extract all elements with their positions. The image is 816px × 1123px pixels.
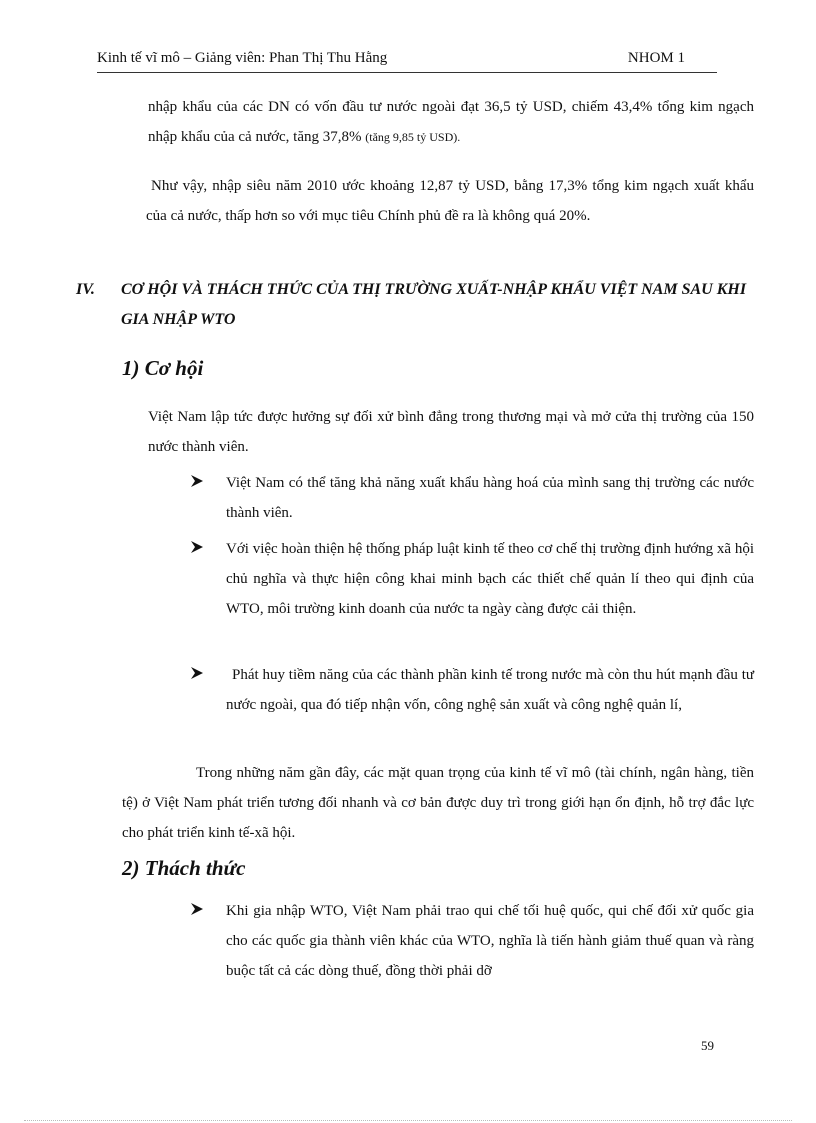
paragraph-import-note: (tăng 9,85 tỷ USD). [365, 130, 461, 144]
paragraph-import-main: nhập khẩu của các DN có vốn đầu tư nước ngoài đạt 36,5 tỷ USD, chiếm 43,4% tổng kim ngạch nhập khẩu của cả nước, tăng 37,8% [148, 99, 754, 145]
list-item-text: Việt Nam có thể tăng khả năng xuất khẩu hàng hoá của mình sang thị trường các nước thành viên. [226, 475, 754, 521]
list-item-text: Phát huy tiềm năng của các thành phần kinh tế trong nước mà còn thu hút mạnh đầu tư nước ngoài, qua đó tiếp nhận vốn, công nghệ sản xuất và công nghệ quản lí, [226, 667, 754, 713]
subheading-challenge: 2) Thách thức [122, 856, 246, 880]
arrowhead-bullet-icon [190, 902, 204, 916]
arrowhead-bullet-icon [190, 666, 204, 680]
header-title: Kinh tế vĩ mô – Giảng viên: Phan Thị Thu Hằng [97, 50, 388, 66]
paragraph-opportunity-closing: Trong những năm gần đây, các mặt quan trọng của kinh tế vĩ mô (tài chính, ngân hàng, tiền tệ) ở Việt Nam phát triển tương đối nhanh và cơ bản được duy trì trong giới hạn ổn định, hỗ trợ đắc lực cho phát triển kinh tế-xã hội. [122, 765, 754, 841]
paragraph-opportunity-intro: Việt Nam lập tức được hưởng sự đối xử bình đẳng trong thương mại và mở cửa thị trường của 150 nước thành viên. [148, 409, 754, 455]
subheading-opportunity: 1) Cơ hội [122, 356, 204, 380]
section-title: CƠ HỘI VÀ THÁCH THỨC CỦA THỊ TRƯỜNG XUẤT-NHẬP KHẨU VIỆT NAM SAU KHI GIA NHẬP WTO [121, 281, 747, 328]
paragraph-trade-deficit: Như vậy, nhập siêu năm 2010 ước khoảng 12,87 tỷ USD, bằng 17,3% tổng kim ngạch xuất khẩu của cả nước, thấp hơn so với mục tiêu Chính phủ đề ra là không quá 20%. [146, 178, 754, 224]
page-number: 59 [701, 1038, 714, 1053]
arrowhead-bullet-icon [190, 474, 204, 488]
section-number: IV. [76, 281, 95, 298]
header-group: NHOM 1 [627, 50, 685, 66]
list-item-text: Khi gia nhập WTO, Việt Nam phải trao qui chế tối huệ quốc, qui chế đối xử quốc gia cho các quốc gia thành viên khác của WTO, nghĩa là tiến hành giảm thuế quan và ràng buộc tất cả các dòng thuế, đồng thời phải dỡ [226, 903, 754, 979]
paragraph-import-stats [148, 92, 754, 152]
page-header [97, 48, 717, 73]
page-bottom-divider [24, 1120, 792, 1121]
list-item-text: Với việc hoàn thiện hệ thống pháp luật kinh tế theo cơ chế thị trường định hướng xã hội chủ nghĩa và thực hiện công khai minh bạch các thiết chế quản lí theo qui định của WTO, môi trường kinh doanh của nước ta ngày càng được cải thiện. [226, 541, 754, 617]
arrowhead-bullet-icon [190, 540, 204, 554]
